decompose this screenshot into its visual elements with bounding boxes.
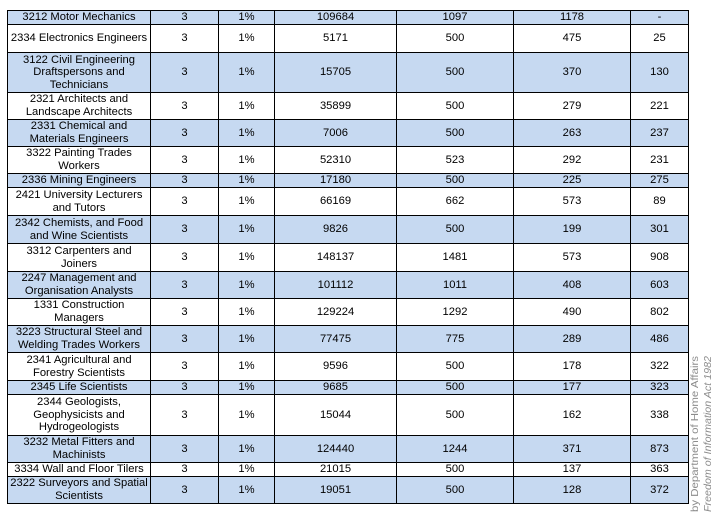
value-cell: 301 <box>631 216 689 244</box>
value-cell: 486 <box>631 326 689 353</box>
occupation-cell: 3223 Structural Steel and Welding Trades Workers <box>8 326 151 353</box>
table-row <box>8 188 689 216</box>
value-cell: 3 <box>151 147 219 174</box>
value-cell: 292 <box>514 147 631 174</box>
value-cell: 162 <box>514 395 631 436</box>
value-cell: 3 <box>151 244 219 272</box>
value-cell: 109684 <box>275 11 397 25</box>
value-cell: 1% <box>219 353 275 381</box>
value-cell: 371 <box>514 436 631 463</box>
occupation-cell: 2334 Electronics Engineers <box>8 25 151 53</box>
value-cell: 1097 <box>397 11 514 25</box>
value-cell: 3 <box>151 11 219 25</box>
value-cell: 221 <box>631 93 689 120</box>
value-cell: 1178 <box>514 11 631 25</box>
value-cell: 124440 <box>275 436 397 463</box>
value-cell: 1% <box>219 272 275 299</box>
value-cell: 662 <box>397 188 514 216</box>
value-cell: 1% <box>219 326 275 353</box>
table-body <box>8 11 689 504</box>
occupation-cell: 2341 Agricultural and Forestry Scientists <box>8 353 151 381</box>
value-cell: 35899 <box>275 93 397 120</box>
value-cell: 475 <box>514 25 631 53</box>
value-cell: 3 <box>151 53 219 93</box>
value-cell: 3 <box>151 25 219 53</box>
value-cell: 500 <box>397 174 514 188</box>
value-cell: 3 <box>151 299 219 326</box>
table-row <box>8 53 689 93</box>
value-cell: 500 <box>397 477 514 504</box>
value-cell: 873 <box>631 436 689 463</box>
value-cell: 490 <box>514 299 631 326</box>
value-cell: 3 <box>151 272 219 299</box>
occupation-cell: 2247 Management and Organisation Analysts <box>8 272 151 299</box>
value-cell: 1244 <box>397 436 514 463</box>
value-cell: 25 <box>631 25 689 53</box>
value-cell: 1% <box>219 25 275 53</box>
occupation-cell: 2322 Surveyors and Spatial Scientists <box>8 477 151 504</box>
value-cell: 130 <box>631 53 689 93</box>
occupation-cell: 2421 University Lecturers and Tutors <box>8 188 151 216</box>
value-cell: 3 <box>151 436 219 463</box>
value-cell: 1% <box>219 463 275 477</box>
value-cell: 17180 <box>275 174 397 188</box>
value-cell: 15705 <box>275 53 397 93</box>
watermark-line-2: Freedom of Information Act 1982 <box>703 366 714 512</box>
value-cell: 370 <box>514 53 631 93</box>
occupation-cell: 3312 Carpenters and Joiners <box>8 244 151 272</box>
value-cell: 500 <box>397 395 514 436</box>
table-row <box>8 216 689 244</box>
value-cell: 500 <box>397 353 514 381</box>
table-row <box>8 436 689 463</box>
value-cell: 101112 <box>275 272 397 299</box>
value-cell: 908 <box>631 244 689 272</box>
table-row <box>8 463 689 477</box>
value-cell: 1481 <box>397 244 514 272</box>
table-row <box>8 477 689 504</box>
occupation-cell: 2342 Chemists, and Food and Wine Scientists <box>8 216 151 244</box>
table-row <box>8 353 689 381</box>
value-cell: 52310 <box>275 147 397 174</box>
value-cell: 3 <box>151 477 219 504</box>
value-cell: 500 <box>397 463 514 477</box>
occupation-cell: 1331 Construction Managers <box>8 299 151 326</box>
value-cell: 15044 <box>275 395 397 436</box>
occupation-cell: 2331 Chemical and Materials Engineers <box>8 120 151 147</box>
value-cell: 1% <box>219 120 275 147</box>
table-row <box>8 147 689 174</box>
value-cell: 500 <box>397 25 514 53</box>
value-cell: 128 <box>514 477 631 504</box>
value-cell: 1% <box>219 381 275 395</box>
value-cell: 263 <box>514 120 631 147</box>
table-row <box>8 11 689 25</box>
value-cell: 603 <box>631 272 689 299</box>
value-cell: 1% <box>219 147 275 174</box>
occupation-cell: 3334 Wall and Floor Tilers <box>8 463 151 477</box>
occupation-cell: 3122 Civil Engineering Draftspersons and Technicians <box>8 53 151 93</box>
value-cell: 500 <box>397 381 514 395</box>
value-cell: 500 <box>397 216 514 244</box>
occupation-cell: 3212 Motor Mechanics <box>8 11 151 25</box>
occupation-cell: 2344 Geologists, Geophysicists and Hydrogeologists <box>8 395 151 436</box>
value-cell: 3 <box>151 395 219 436</box>
value-cell: 5171 <box>275 25 397 53</box>
value-cell: 573 <box>514 188 631 216</box>
value-cell: 9826 <box>275 216 397 244</box>
occupation-table <box>7 10 689 504</box>
value-cell: 1% <box>219 53 275 93</box>
value-cell: 1% <box>219 188 275 216</box>
value-cell: 802 <box>631 299 689 326</box>
watermark-svg <box>688 352 716 514</box>
value-cell: 1292 <box>397 299 514 326</box>
table-row <box>8 272 689 299</box>
value-cell: 372 <box>631 477 689 504</box>
value-cell: 148137 <box>275 244 397 272</box>
value-cell: 19051 <box>275 477 397 504</box>
value-cell: 177 <box>514 381 631 395</box>
occupation-cell: 2336 Mining Engineers <box>8 174 151 188</box>
value-cell: 9596 <box>275 353 397 381</box>
value-cell: 3 <box>151 463 219 477</box>
value-cell: 89 <box>631 188 689 216</box>
table-row <box>8 395 689 436</box>
occupation-table-container <box>7 10 689 504</box>
value-cell: 275 <box>631 174 689 188</box>
value-cell: 775 <box>397 326 514 353</box>
table-row <box>8 381 689 395</box>
occupation-cell: 2321 Architects and Landscape Architects <box>8 93 151 120</box>
table-row <box>8 326 689 353</box>
value-cell: 322 <box>631 353 689 381</box>
value-cell: 178 <box>514 353 631 381</box>
value-cell: 323 <box>631 381 689 395</box>
value-cell: 7006 <box>275 120 397 147</box>
foi-watermark <box>688 352 716 514</box>
value-cell: 1011 <box>397 272 514 299</box>
value-cell: 225 <box>514 174 631 188</box>
value-cell: 1% <box>219 395 275 436</box>
table-row <box>8 244 689 272</box>
value-cell: 500 <box>397 120 514 147</box>
value-cell: 237 <box>631 120 689 147</box>
watermark-line-1: by Department of Home Affairs <box>690 375 701 512</box>
table-row <box>8 93 689 120</box>
value-cell: 21015 <box>275 463 397 477</box>
value-cell: 129224 <box>275 299 397 326</box>
value-cell: 3 <box>151 174 219 188</box>
value-cell: - <box>631 11 689 25</box>
value-cell: 231 <box>631 147 689 174</box>
value-cell: 77475 <box>275 326 397 353</box>
value-cell: 408 <box>514 272 631 299</box>
value-cell: 3 <box>151 381 219 395</box>
value-cell: 3 <box>151 188 219 216</box>
occupation-cell: 2345 Life Scientists <box>8 381 151 395</box>
value-cell: 500 <box>397 93 514 120</box>
value-cell: 199 <box>514 216 631 244</box>
occupation-cell: 3322 Painting Trades Workers <box>8 147 151 174</box>
value-cell: 1% <box>219 477 275 504</box>
occupation-cell: 3232 Metal Fitters and Machinists <box>8 436 151 463</box>
value-cell: 523 <box>397 147 514 174</box>
table-row <box>8 120 689 147</box>
value-cell: 3 <box>151 216 219 244</box>
value-cell: 279 <box>514 93 631 120</box>
value-cell: 1% <box>219 93 275 120</box>
value-cell: 338 <box>631 395 689 436</box>
value-cell: 289 <box>514 326 631 353</box>
value-cell: 1% <box>219 244 275 272</box>
value-cell: 1% <box>219 299 275 326</box>
value-cell: 3 <box>151 353 219 381</box>
value-cell: 3 <box>151 120 219 147</box>
value-cell: 573 <box>514 244 631 272</box>
value-cell: 66169 <box>275 188 397 216</box>
value-cell: 500 <box>397 53 514 93</box>
value-cell: 1% <box>219 436 275 463</box>
value-cell: 1% <box>219 216 275 244</box>
table-row <box>8 25 689 53</box>
table-row <box>8 299 689 326</box>
value-cell: 1% <box>219 174 275 188</box>
value-cell: 137 <box>514 463 631 477</box>
value-cell: 3 <box>151 326 219 353</box>
value-cell: 1% <box>219 11 275 25</box>
value-cell: 363 <box>631 463 689 477</box>
value-cell: 9685 <box>275 381 397 395</box>
value-cell: 3 <box>151 93 219 120</box>
table-row <box>8 174 689 188</box>
